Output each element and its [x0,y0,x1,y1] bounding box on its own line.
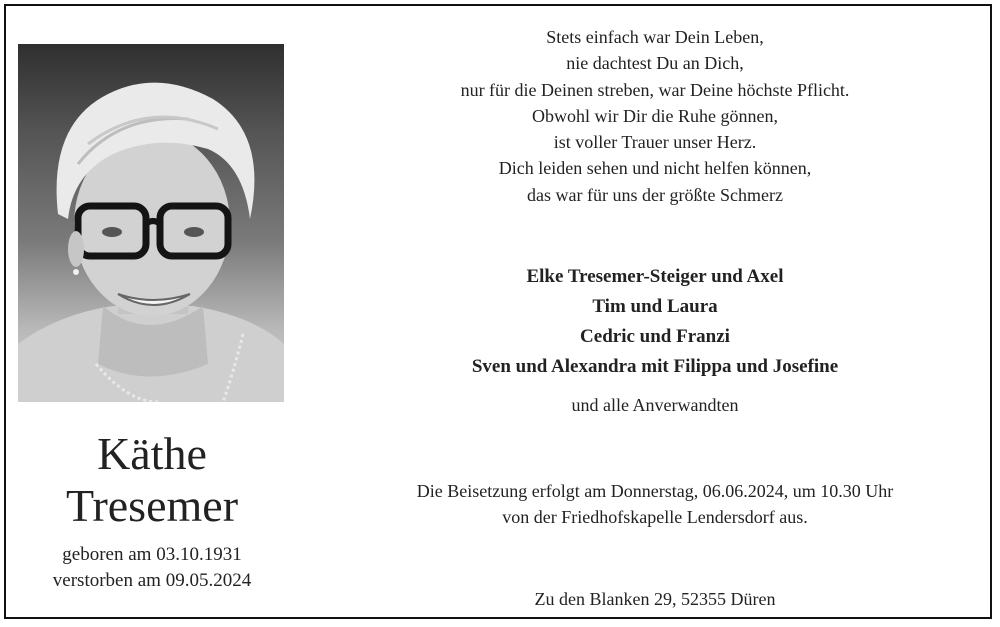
family-member: Tim und Laura [592,296,718,318]
poem-line: nur für die Deinen streben, war Deine höchste Pflicht. [460,79,850,100]
poem-line: nie dachtest Du an Dich, [566,53,744,74]
birth-date: geboren am 03.10.1931 [62,544,242,565]
left-column [16,44,288,594]
funeral-line-1: Die Beisetzung erfolgt am Donnerstag, 06.06.2024, um 10.30 Uhr [416,481,894,502]
family-member: Elke Tresemer-Steiger und Axel [526,266,784,288]
poem-line: Dich leiden sehen und nicht helfen können, [498,158,812,179]
address-line: Zu den Blanken 29, 52355 Düren [534,589,776,610]
life-dates [16,542,288,594]
poem-line: das war für uns der größte Schmerz [527,184,783,205]
deceased-first-name: Käthe [97,428,207,479]
funeral-line-2: von der Friedhofskapelle Lendersdorf aus. [502,507,808,528]
portrait-illustration [18,44,284,402]
death-date: verstorben am 09.05.2024 [52,570,252,591]
funeral-info [330,478,980,530]
poem-line: Obwohl wir Dir die Ruhe gönnen, [532,105,778,126]
family-member: Cedric und Franzi [580,326,730,348]
deceased-name [16,428,288,532]
portrait-photo [18,44,284,402]
poem-line: Stets einfach war Dein Leben, [546,27,764,47]
family-list [330,262,980,382]
poem [330,24,980,208]
family-member: Sven und Alexandra mit Filippa und Josefine [471,356,839,378]
right-column [330,24,980,612]
relatives-line: und alle Anverwandten [571,395,739,416]
deceased-last-name: Tresemer [65,480,239,531]
poem-line: ist voller Trauer unser Herz. [553,132,757,153]
